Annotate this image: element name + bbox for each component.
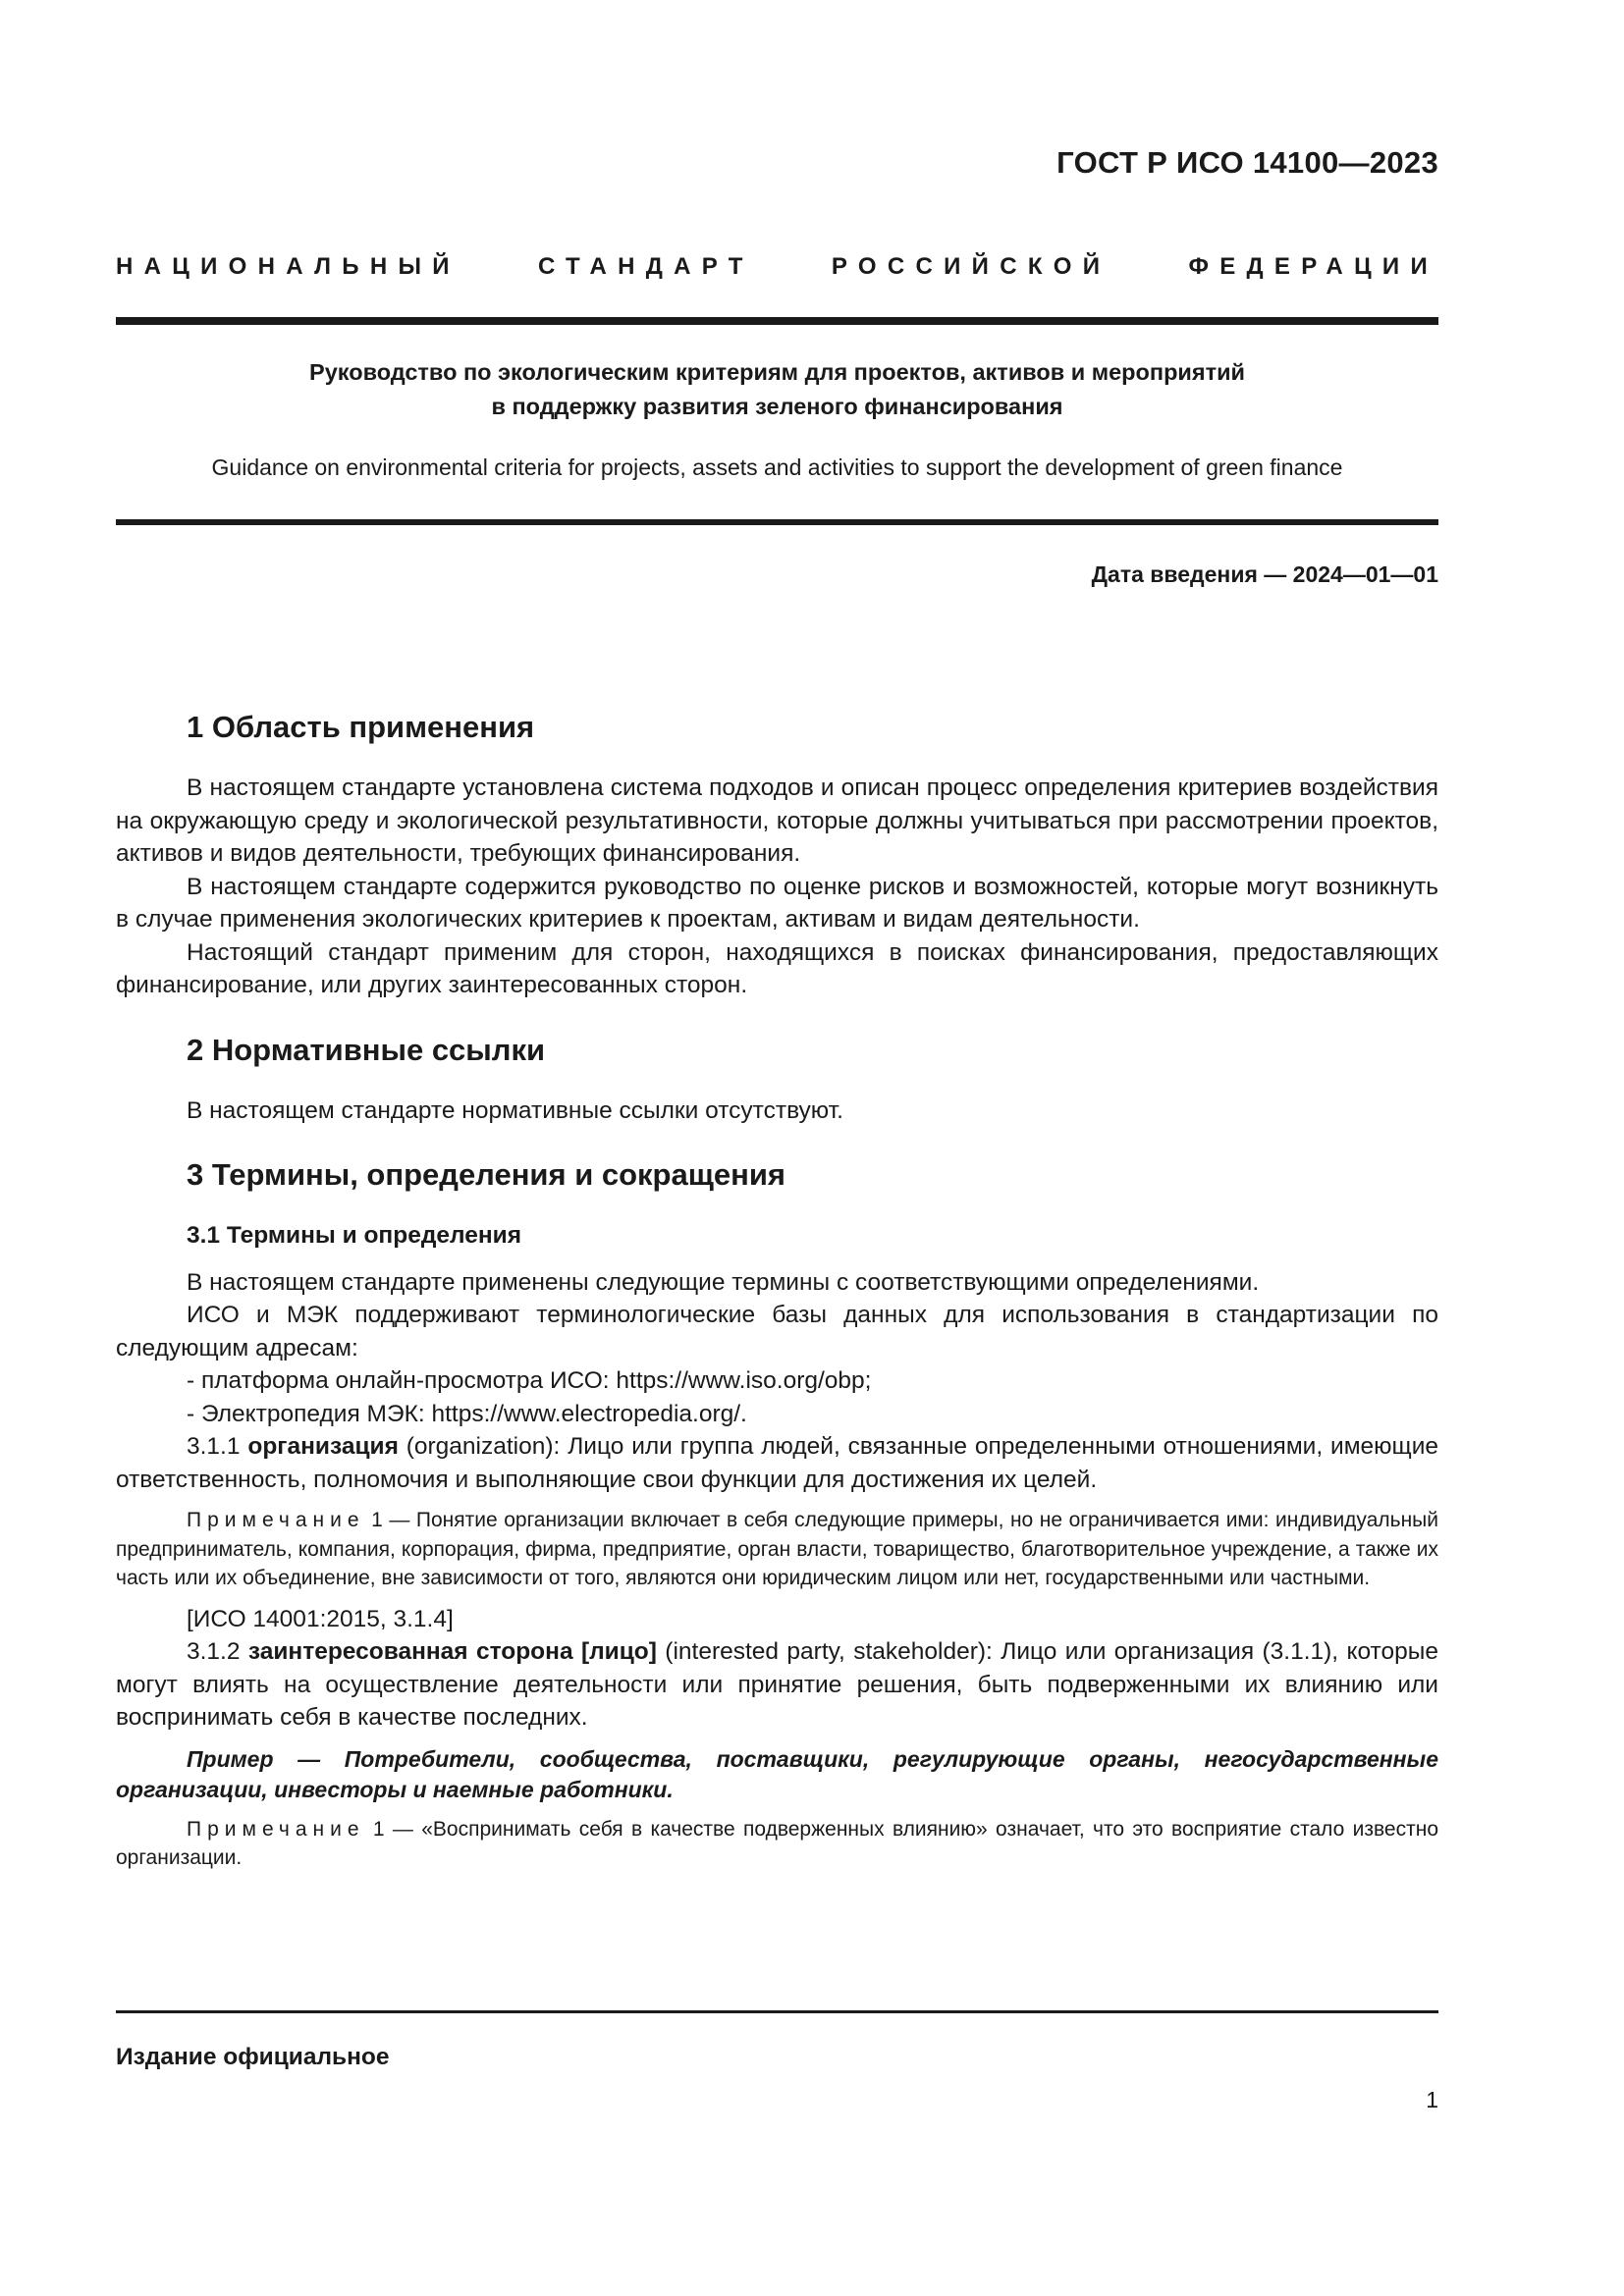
title-russian	[116, 355, 1438, 424]
section-3-heading: 3 Термины, определения и сокращения	[187, 1157, 785, 1192]
section-3-paragraph: ИСО и МЭК поддерживают терминологические базы данных для использования в стандартизации по следующим адресам:	[116, 1302, 1438, 1362]
example: Пример — Потребители, сообщества, поставщики, регулирующие органы, негосударственные организации, инвесторы и наемные работники.	[116, 1745, 1438, 1802]
list-item: - платформа онлайн-просмотра ИСО: https://www.iso.org/obp;	[187, 1367, 872, 1394]
title-russian-line2: в поддержку развития зеленого финансирования	[491, 394, 1063, 419]
official-edition-label: Издание официальное	[116, 2044, 390, 2070]
section-2-heading: 2 Нормативные ссылки	[187, 1032, 546, 1067]
note-text: 1 — Понятие организации включает в себя следующие примеры, но не ограничивается ими: индивидуальный предприниматель, компания, корпорация, фирма, предприятие, орган власти, товарищество, благотворительное учреждение, а также их часть или их объединение, вне зависимости от того, являются они юридическим лицом или нет, государственными или частными.	[116, 1509, 1438, 1589]
section-3-paragraph: В настоящем стандарте применены следующие термины с соответствующими определениями.	[187, 1268, 1260, 1296]
national-standard-banner: НАЦИОНАЛЬНЫЙ СТАНДАРТ РОССИЙСКОЙ ФЕДЕРАЦИИ	[116, 253, 1438, 280]
note-1	[116, 1506, 1438, 1593]
term-definition: (interested party, stakeholder): Лицо или организация (3.1.1), которые могут влиять на осуществление деятельности или принятие решения, быть подверженными их влиянию или воспринимать себя в качестве последних.	[116, 1638, 1438, 1731]
term-source: [ИСО 14001:2015, 3.1.4]	[187, 1605, 454, 1632]
note-text: 1 — «Воспринимать себя в качестве подверженных влиянию» означает, что это восприятие стало известно организации.	[116, 1817, 1438, 1869]
term-definition: (organization): Лицо или группа людей, связанные определенными отношениями, имеющие ответственность, полномочия и выполняющие свои функции для достижения их целей.	[116, 1433, 1439, 1493]
footer-divider	[116, 2010, 1438, 2013]
term-number: 3.1.1	[187, 1433, 241, 1460]
term-3-1-2	[116, 1635, 1438, 1735]
term-name: организация	[247, 1433, 399, 1460]
standard-code: ГОСТ Р ИСО 14100—2023	[1056, 145, 1438, 180]
section-1-paragraph: В настоящем стандарте содержится руководство по оценке рисков и возможностей, которые могут возникнуть в случае применения экологических критериев к проектам, активам и видам деятельности.	[116, 873, 1438, 933]
list-item: - Электропедия МЭК: https://www.electropedia.org/.	[187, 1400, 747, 1427]
term-3-1-1	[116, 1430, 1438, 1496]
title-russian-line1: Руководство по экологическим критериям для проектов, активов и мероприятий	[309, 359, 1245, 385]
header-divider-bottom	[116, 519, 1438, 525]
note-label: Примечание	[187, 1817, 365, 1841]
title-english: Guidance on environmental criteria for projects, assets and activities to support the development of green finance	[211, 454, 1343, 480]
term-number: 3.1.2	[187, 1638, 241, 1665]
section-1-paragraph: В настоящем стандарте установлена система подходов и описан процесс определения критериев воздействия на окружающую среду и экологической результативности, которые должны учитываться при рассмотрении проектов, активов и видов деятельности, требующих финансирования.	[116, 774, 1438, 867]
document-body	[116, 709, 1438, 1883]
section-1-paragraph: Настоящий стандарт применим для сторон, находящихся в поисках финансирования, предоставляющих финансирование, или других заинтересованных сторон.	[116, 938, 1438, 998]
header-divider-top	[116, 317, 1438, 325]
page-number: 1	[1426, 2087, 1438, 2112]
section-1-heading: 1 Область применения	[187, 710, 535, 744]
note-label: Примечание	[187, 1509, 365, 1531]
note-2	[116, 1815, 1438, 1873]
term-name: заинтересованная сторона [лицо]	[247, 1638, 657, 1665]
subsection-3-1-heading: 3.1 Термины и определения	[187, 1222, 522, 1249]
introduction-date: Дата введения — 2024—01—01	[1091, 561, 1438, 587]
section-2-paragraph: В настоящем стандарте нормативные ссылки отсутствуют.	[187, 1096, 843, 1124]
